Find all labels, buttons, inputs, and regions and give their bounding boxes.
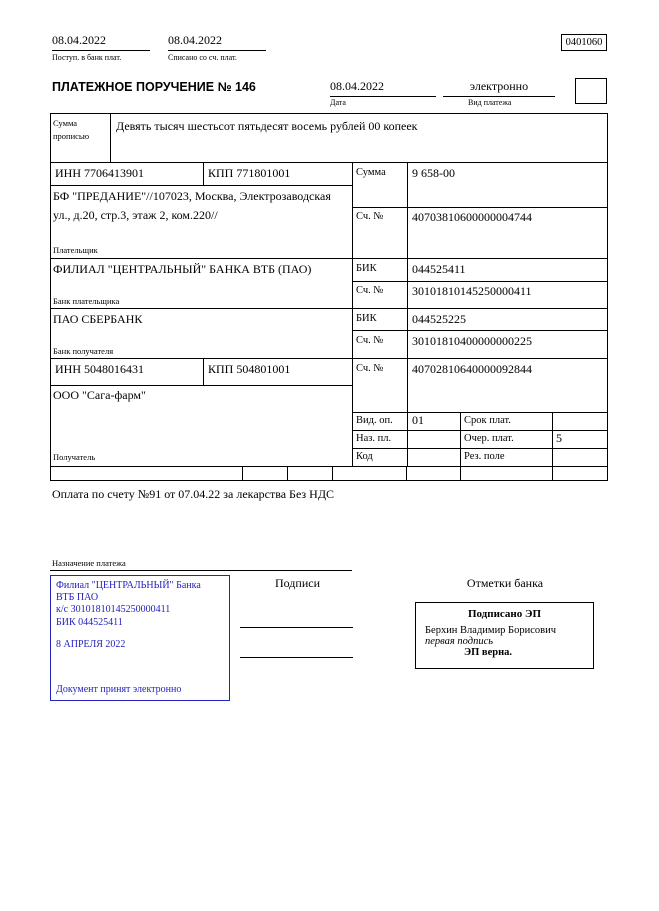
table-border	[607, 113, 608, 481]
payer-account-label: Сч. №	[356, 211, 384, 222]
table-border	[50, 162, 607, 163]
table-border	[352, 330, 607, 331]
table-border	[352, 430, 607, 431]
payer-bank-name: ФИЛИАЛ "ЦЕНТРАЛЬНЫЙ" БАНКА ВТБ (ПАО)	[53, 262, 312, 276]
table-border	[460, 412, 461, 466]
payment-kind-label: Вид платежа	[468, 98, 512, 107]
bank-stamp-line: БИК 044525411	[56, 616, 123, 628]
payee-bank-name: ПАО СБЕРБАНК	[53, 312, 143, 326]
strip-divider	[406, 466, 407, 480]
strip-divider	[332, 466, 333, 480]
table-border	[50, 308, 607, 309]
op-kind-value: 01	[412, 413, 424, 427]
bank-stamp-date: 8 АПРЕЛЯ 2022	[56, 638, 126, 650]
payee-kpp: КПП 504801001	[208, 362, 291, 376]
bank-electronic-stamp	[50, 575, 230, 701]
strip-divider	[460, 466, 461, 480]
bank-stamp-line: к/с 30101810145250000411	[56, 604, 171, 616]
date-received-label: Поступ. в банк плат.	[52, 53, 122, 62]
table-border	[352, 162, 353, 466]
strip-divider	[242, 466, 243, 480]
payer-bank-bik-label: БИК	[356, 263, 377, 274]
payer-inn: ИНН 7706413901	[55, 166, 144, 180]
table-border	[407, 162, 408, 466]
ep-signer-role: первая подпись	[425, 636, 494, 647]
signatures-header: Подписи	[274, 576, 321, 590]
op-kind-label: Вид. оп.	[356, 415, 393, 426]
table-border	[50, 466, 607, 467]
table-border	[352, 281, 607, 282]
signature-line	[240, 627, 353, 628]
payer-label: Плательщик	[53, 245, 98, 255]
payer-name: БФ "ПРЕДАНИЕ"//107023, Москва, Электрозаводская ул., д.20, стр.3, этаж 2, ком.220//	[53, 189, 331, 222]
strip-divider	[287, 466, 288, 480]
payee-account-label: Сч. №	[356, 363, 384, 374]
table-border	[352, 412, 607, 413]
ep-title: Подписано ЭП	[467, 608, 542, 620]
amount-words-value: Девять тысяч шестьсот пятьдесят восемь рублей 00 копеек	[116, 119, 418, 133]
pay-purpose-code-label: Наз. пл.	[356, 433, 392, 444]
pay-priority-value: 5	[556, 431, 562, 445]
pay-term-label: Срок плат.	[464, 415, 511, 426]
table-border	[50, 185, 352, 186]
bank-stamp-line: ВТБ ПАО	[56, 592, 99, 604]
payee-bank-label: Банк получателя	[53, 346, 114, 356]
bank-stamp-line: Филиал "ЦЕНТРАЛЬНЫЙ" Банка	[56, 580, 201, 591]
table-border	[50, 480, 607, 481]
amount-value: 9 658-00	[412, 166, 455, 180]
form-code-box: 0401060	[561, 34, 607, 51]
reserve-field-label: Рез. поле	[464, 451, 505, 462]
payer-bank-bik-value: 044525411	[412, 262, 466, 276]
document-date-label: Дата	[330, 98, 346, 107]
electronic-signature-stamp	[415, 602, 594, 669]
table-border	[352, 207, 607, 208]
payer-bank-label: Банк плательщика	[53, 296, 120, 306]
payer-kpp: КПП 771801001	[208, 166, 291, 180]
date-debited-value: 08.04.2022	[168, 33, 266, 51]
date-debited-label: Списано со сч. плат.	[168, 53, 237, 62]
payment-kind-value: электронно	[443, 79, 555, 97]
table-border	[50, 385, 352, 386]
page-title: ПЛАТЕЖНОЕ ПОРУЧЕНИЕ № 146	[52, 80, 256, 94]
table-border	[110, 113, 111, 162]
payee-bank-bik-value: 044525225	[412, 312, 466, 326]
payee-bank-bik-label: БИК	[356, 313, 377, 324]
payee-bank-account-value: 30101810400000000225	[412, 334, 532, 348]
signature-line	[240, 657, 353, 658]
table-border	[203, 162, 204, 185]
payee-label: Получатель	[53, 452, 96, 462]
date-received-value: 08.04.2022	[52, 33, 150, 51]
document-date-value: 08.04.2022	[330, 79, 436, 97]
purpose-underline	[50, 570, 352, 571]
payer-bank-account-value: 30101810145250000411	[412, 284, 532, 298]
payee-bank-account-label: Сч. №	[356, 335, 384, 346]
payer-bank-account-label: Сч. №	[356, 285, 384, 296]
payer-account-value: 40703810600000004744	[412, 210, 532, 224]
table-border	[50, 258, 607, 259]
payee-inn: ИНН 5048016431	[55, 362, 144, 376]
pay-priority-label: Очер. плат.	[464, 433, 514, 444]
table-border	[50, 113, 607, 114]
ep-signer-name: Берхин Владимир Борисович	[425, 625, 556, 636]
table-border	[203, 358, 204, 385]
bank-stamp-note: Документ принят электронно	[56, 683, 182, 695]
ep-verdict: ЭП верна.	[464, 647, 513, 658]
table-border	[352, 448, 607, 449]
payee-name: ООО "Сага-фарм"	[53, 388, 146, 402]
amount-label: Сумма	[356, 167, 386, 178]
table-border	[50, 358, 607, 359]
payment-purpose-text: Оплата по счету №91 от 07.04.22 за лекарства Без НДС	[52, 487, 335, 501]
payee-account-value: 40702810640000092844	[412, 362, 532, 376]
amount-words-label: Сумма прописью	[53, 118, 90, 141]
bank-marks-header: Отметки банка	[466, 576, 544, 590]
strip-divider	[552, 466, 553, 480]
table-border	[552, 412, 553, 466]
payment-purpose-label: Назначение платежа	[52, 558, 126, 568]
status-box	[575, 78, 607, 104]
code-label: Код	[356, 451, 373, 462]
table-border	[50, 113, 51, 480]
